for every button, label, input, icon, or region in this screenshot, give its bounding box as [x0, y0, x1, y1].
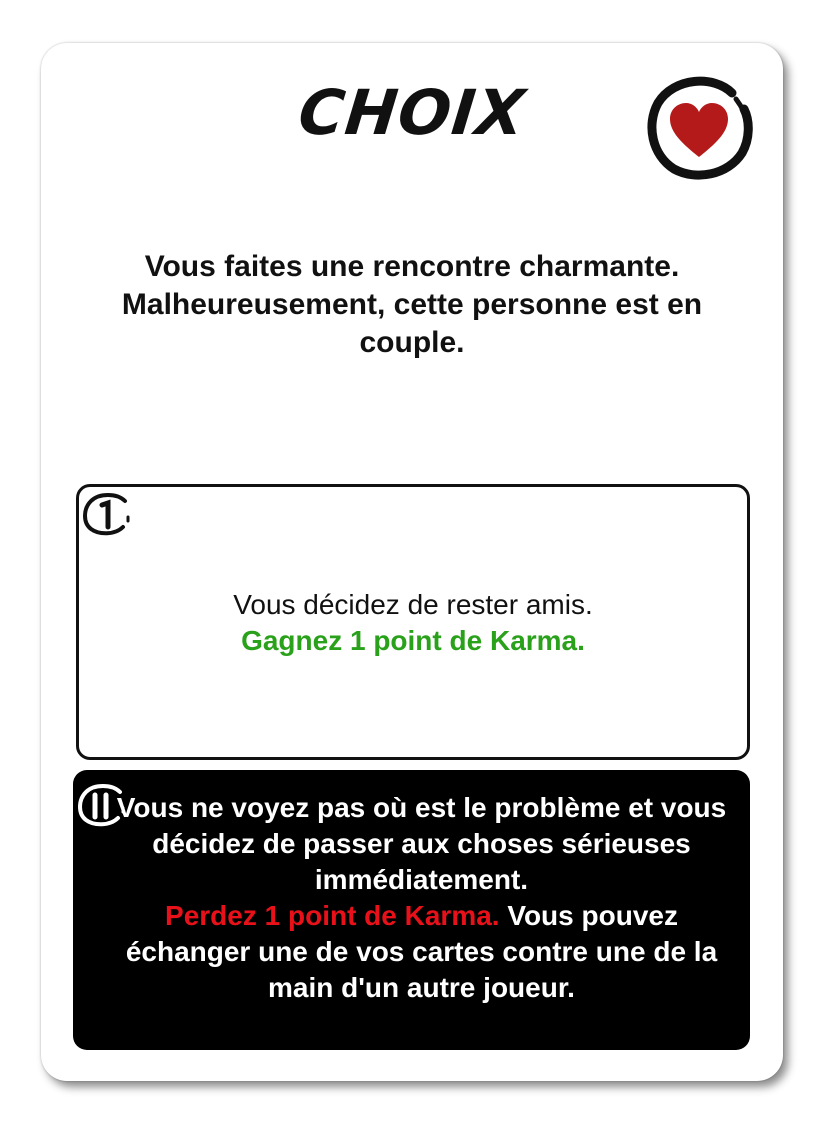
choice-two-text — [113, 790, 730, 1006]
choice-one-text — [99, 587, 727, 659]
card-question: Vous faites une rencontre charmante. Malheureusement, cette personne est en couple. — [121, 250, 703, 359]
choice-option-two[interactable] — [73, 770, 750, 1050]
choice-one-effect: Gagnez 1 point de Karma. — [241, 625, 585, 656]
choice-two-effect: Perdez 1 point de Karma. — [165, 900, 500, 931]
choice-card — [41, 43, 783, 1081]
numeral-one-icon — [81, 491, 133, 537]
choice-two-description: Vous ne voyez pas où est le problème et vous décidez de passer aux choses sérieuses immédiatement. — [116, 792, 727, 895]
choice-two-extra: Vous pouvez échanger une de vos cartes contre une de la main d'un autre joueur. — [125, 900, 718, 1003]
card-title: CHOIX — [295, 76, 529, 149]
heart-icon — [644, 73, 754, 183]
choice-one-description: Vous décidez de rester amis. — [233, 589, 593, 620]
choice-option-one[interactable] — [76, 484, 750, 760]
